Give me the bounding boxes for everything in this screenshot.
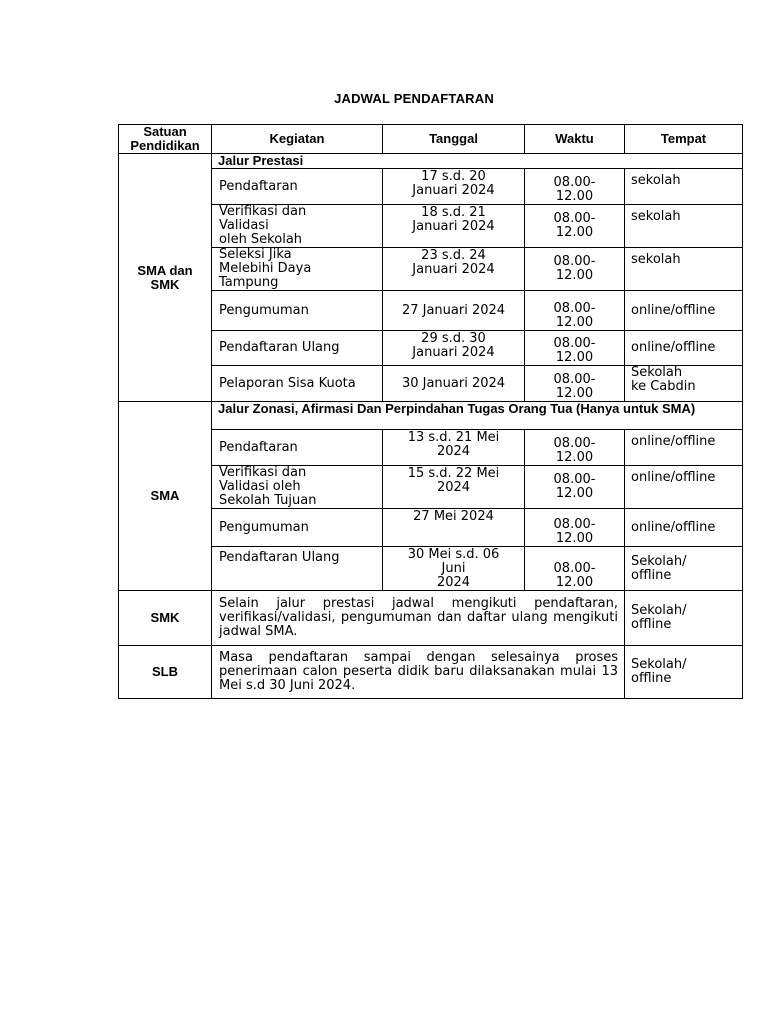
kegiatan-cell: Verifikasi dan Validasi oleh Sekolah — [212, 205, 383, 248]
tempat-cell: online/offline — [625, 291, 743, 331]
satuan-cell: SMA dan SMK — [119, 154, 212, 402]
table-row — [119, 547, 743, 591]
tanggal-cell: 30 Januari 2024 — [383, 366, 525, 402]
satuan-cell: SLB — [119, 646, 212, 699]
document-title: JADWAL PENDAFTARAN — [334, 91, 494, 106]
kegiatan-cell: Seleksi Jika Melebihi Daya Tampung — [212, 248, 383, 291]
header-tanggal: Tanggal — [383, 125, 525, 154]
tempat-cell: Sekolah/ offline — [625, 591, 743, 646]
kegiatan-cell: Verifikasi dan Validasi oleh Sekolah Tujuan — [212, 466, 383, 509]
table-row — [119, 169, 743, 205]
tempat-cell: online/offline — [625, 466, 743, 509]
tanggal-cell: 17 s.d. 20 Januari 2024 — [383, 169, 525, 205]
tempat-cell: sekolah — [625, 248, 743, 291]
tanggal-cell: 29 s.d. 30 Januari 2024 — [383, 331, 525, 366]
header-satuan: Satuan Pendidikan — [119, 125, 212, 154]
header-row — [119, 125, 743, 154]
satuan-cell: SMA — [119, 402, 212, 591]
tanggal-cell: 27 Mei 2024 — [383, 509, 525, 547]
tempat-cell: sekolah — [625, 169, 743, 205]
table-row — [119, 205, 743, 248]
waktu-cell: 08.00- 12.00 — [525, 547, 625, 591]
table-row — [119, 466, 743, 509]
waktu-cell: 08.00- 12.00 — [525, 205, 625, 248]
tempat-cell: Sekolah ke Cabdin — [625, 366, 743, 402]
schedule-table — [118, 124, 743, 699]
waktu-cell: 08.00- 12.00 — [525, 509, 625, 547]
section-row — [119, 402, 743, 430]
kegiatan-cell: Pengumuman — [212, 291, 383, 331]
table-row — [119, 366, 743, 402]
kegiatan-cell: Pendaftaran Ulang — [212, 547, 383, 591]
tanggal-cell: 15 s.d. 22 Mei 2024 — [383, 466, 525, 509]
table-row — [119, 646, 743, 699]
header-waktu: Waktu — [525, 125, 625, 154]
tanggal-cell: 13 s.d. 21 Mei 2024 — [383, 430, 525, 466]
table-row — [119, 591, 743, 646]
section-title: Jalur Zonasi, Afirmasi Dan Perpindahan Tugas Orang Tua (Hanya untuk SMA) — [212, 402, 743, 430]
kegiatan-cell: Pelaporan Sisa Kuota — [212, 366, 383, 402]
tanggal-cell: 30 Mei s.d. 06 Juni 2024 — [383, 547, 525, 591]
note-cell: Selain jalur prestasi jadwal mengikuti pendaftaran, verifikasi/validasi, pengumuman dan daftar ulang mengikuti jadwal SMA. — [212, 591, 625, 646]
waktu-cell: 08.00- 12.00 — [525, 248, 625, 291]
section-title: Jalur Prestasi — [212, 154, 743, 169]
note-cell: Masa pendaftaran sampai dengan selesainya proses penerimaan calon peserta didik baru dilaksanakan mulai 13 Mei s.d 30 Juni 2024. — [212, 646, 625, 699]
tempat-cell: online/offline — [625, 430, 743, 466]
kegiatan-cell: Pengumuman — [212, 509, 383, 547]
table-row — [119, 430, 743, 466]
tempat-cell: Sekolah/ offline — [625, 547, 743, 591]
table-row — [119, 248, 743, 291]
tanggal-cell: 23 s.d. 24 Januari 2024 — [383, 248, 525, 291]
waktu-cell: 08.00- 12.00 — [525, 430, 625, 466]
waktu-cell: 08.00- 12.00 — [525, 169, 625, 205]
waktu-cell: 08.00- 12.00 — [525, 331, 625, 366]
section-row — [119, 154, 743, 169]
tempat-cell: sekolah — [625, 205, 743, 248]
table-row — [119, 291, 743, 331]
header-tempat: Tempat — [625, 125, 743, 154]
header-kegiatan: Kegiatan — [212, 125, 383, 154]
tempat-cell: online/offline — [625, 509, 743, 547]
kegiatan-cell: Pendaftaran — [212, 169, 383, 205]
tempat-cell: Sekolah/ offline — [625, 646, 743, 699]
table-row — [119, 331, 743, 366]
waktu-cell: 08.00- 12.00 — [525, 466, 625, 509]
tempat-cell: online/offline — [625, 331, 743, 366]
waktu-cell: 08.00- 12.00 — [525, 291, 625, 331]
waktu-cell: 08.00- 12.00 — [525, 366, 625, 402]
tanggal-cell: 27 Januari 2024 — [383, 291, 525, 331]
kegiatan-cell: Pendaftaran Ulang — [212, 331, 383, 366]
satuan-cell: SMK — [119, 591, 212, 646]
table-row — [119, 509, 743, 547]
kegiatan-cell: Pendaftaran — [212, 430, 383, 466]
tanggal-cell: 18 s.d. 21 Januari 2024 — [383, 205, 525, 248]
